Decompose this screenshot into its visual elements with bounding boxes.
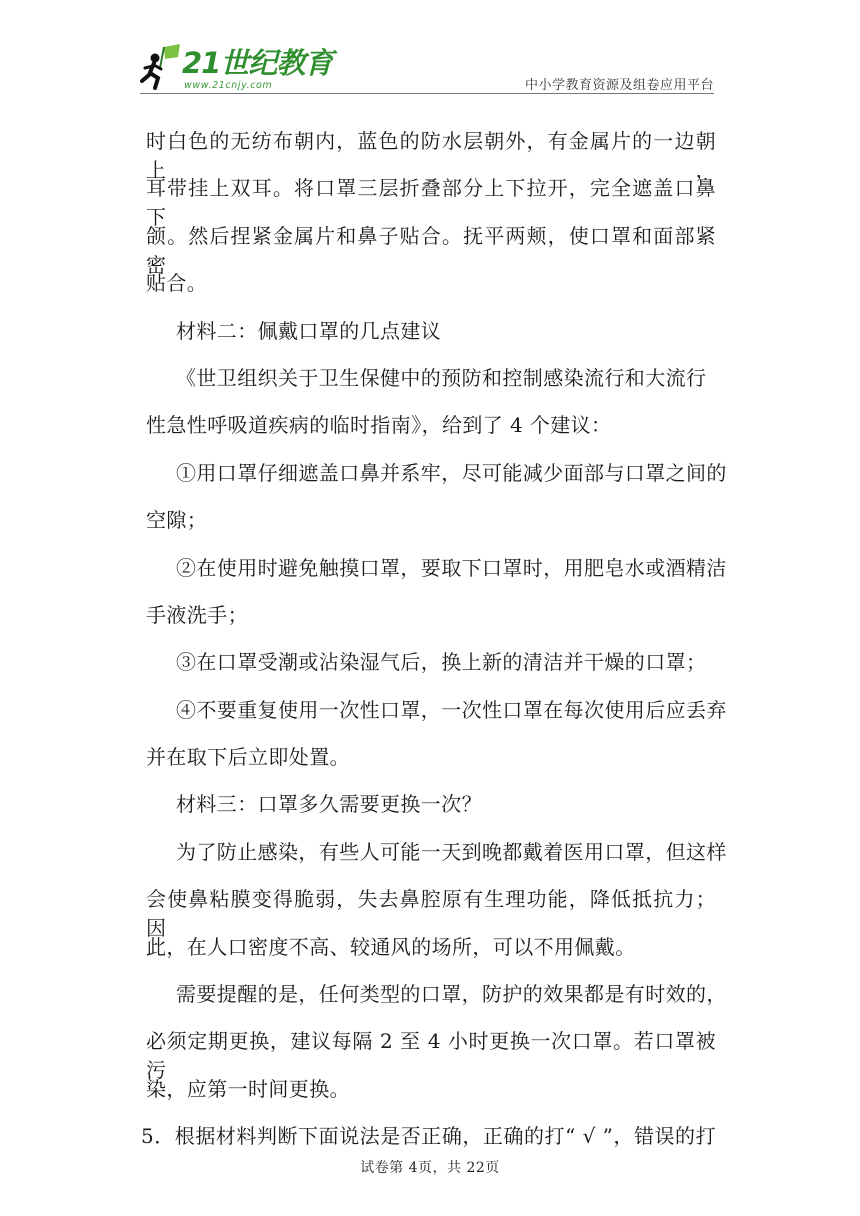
text-line: 性急性呼吸道疾病的临时指南》，给到了 4 个建议： — [146, 413, 612, 438]
text-line: 为了防止感染，有些人可能一天到晚都戴着医用口罩，但这样 — [176, 839, 727, 864]
material-heading: 材料二：佩戴口罩的几点建议 — [176, 318, 442, 343]
header-divider — [140, 93, 714, 94]
logo-url: www.21cnjy.com — [184, 80, 273, 91]
document-body — [141, 127, 727, 1170]
text-line: 此，在人口密度不高、较通风的场所，可以不用佩戴。 — [146, 934, 636, 959]
text-line: 必须定期更换，建议每隔 2 至 4 小时更换一次口罩。若口罩被污 — [146, 1029, 716, 1083]
text-line: 需要提醒的是，任何类型的口罩，防护的效果都是有时效的， — [176, 982, 727, 1007]
runner-logo-icon — [140, 44, 188, 90]
text-line: 空隙； — [146, 508, 208, 533]
list-item: ③在口罩受潮或沾染湿气后，换上新的清洁并干燥的口罩； — [176, 650, 707, 675]
list-item: ②在使用时避免触摸口罩，要取下口罩时，用肥皂水或酒精洁 — [176, 555, 727, 580]
text-line: 会使鼻粘膜变得脆弱，失去鼻腔原有生理功能，降低抵抗力；因 — [146, 887, 716, 941]
text-line: 时白色的无纺布朝内，蓝色的防水层朝外，有金属片的一边朝上， — [146, 129, 716, 182]
text-line: 并在取下后立即处置。 — [146, 745, 350, 770]
text-line: 耳带挂上双耳。将口罩三层折叠部分上下拉开，完全遮盖口鼻下 — [146, 176, 716, 230]
site-logo — [140, 44, 340, 94]
page-footer: 试卷第 4页，共 22页 — [360, 1160, 500, 1176]
platform-label: 中小学教育资源及组卷应用平台 — [524, 78, 714, 93]
logo-text: 21世纪教育 — [182, 46, 333, 80]
text-line: 染，应第一时间更换。 — [146, 1076, 350, 1101]
page-header — [0, 0, 860, 100]
text-line: 手液洗手； — [146, 602, 248, 627]
text-line: 贴合。 — [146, 271, 208, 296]
material-heading: 材料三：口罩多久需要更换一次？ — [176, 792, 482, 817]
text-line: 颌。然后捏紧金属片和鼻子贴合。抚平两颊，使口罩和面部紧密 — [146, 223, 716, 277]
list-item: ④不要重复使用一次性口罩，一次性口罩在每次使用后应丢弃 — [176, 697, 727, 722]
question-line: 5．根据材料判断下面说法是否正确，正确的打“ √ ”，错误的打 — [141, 1124, 716, 1149]
text-line: 《世卫组织关于卫生保健中的预防和控制感染流行和大流行 — [176, 365, 707, 390]
list-item: ①用口罩仔细遮盖口鼻并系牢，尽可能减少面部与口罩之间的 — [176, 460, 727, 485]
